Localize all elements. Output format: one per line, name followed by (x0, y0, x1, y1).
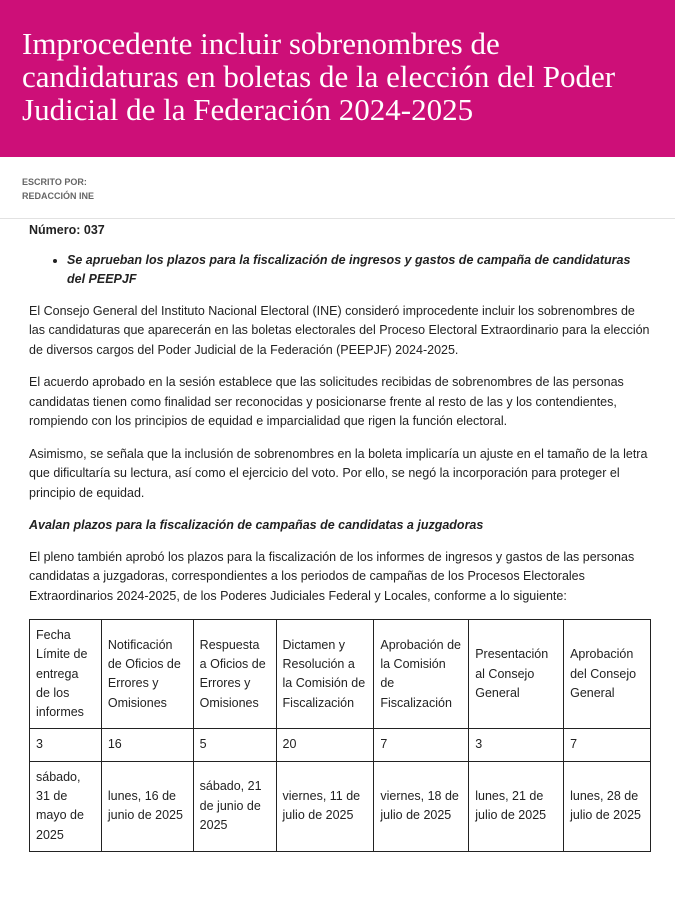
table-row-days (30, 729, 651, 761)
table-header-cell: Dictamen y Resolución a la Comisión de Fiscalización (276, 620, 374, 729)
table-header-cell: Aprobación del Consejo General (564, 620, 651, 729)
table-cell-days: 3 (469, 729, 564, 761)
table-cell-days: 5 (193, 729, 276, 761)
table-cell-date: viernes, 11 de julio de 2025 (276, 761, 374, 851)
bulletin-number: Número: 037 (29, 223, 105, 237)
article-body (0, 219, 675, 852)
fiscalization-table (29, 619, 651, 852)
table-cell-date: lunes, 21 de julio de 2025 (469, 761, 564, 851)
table-cell-days: 7 (374, 729, 469, 761)
byline-label: ESCRITO POR: (22, 177, 87, 187)
section-subheading: Avalan plazos para la fiscalización de campañas de candidatas a juzgadoras (29, 518, 484, 532)
article-title: Improcedente incluir sobrenombres de candidaturas en boletas de la elección del Poder Judicial de la Federación 2024-2025 (22, 26, 616, 127)
table-cell-days: 3 (30, 729, 102, 761)
table-header-cell: Presentación al Consejo General (469, 620, 564, 729)
table-header-cell: Notificación de Oficios de Errores y Omisiones (101, 620, 193, 729)
byline-author: REDACCIÓN INE (22, 191, 95, 201)
byline (0, 157, 675, 219)
paragraph-2: El acuerdo aprobado en la sesión establece que las solicitudes recibidas de sobrenombres de las personas candidatas tienen como finalidad ser reconocidas y posicionarse frente al resto de las y los contendientes, rompiendo con los principios de equidad e imparcialidad que rigen la función electoral. (29, 375, 624, 428)
highlight-item: • Se aprueban los plazos para la fiscalización de ingresos y gastos de campaña de candidaturas del PEEPJF (67, 251, 651, 290)
table-cell-days: 20 (276, 729, 374, 761)
paragraph-1: El Consejo General del Instituto Nacional Electoral (INE) consideró improcedente incluir los sobrenombres de las candidaturas que aparecerán en las boletas electorales del Proceso Electoral Extraordinario para la elección de diversos cargos del Poder Judicial de la Federación (PEEPJF) 2024-2025. (29, 303, 650, 357)
table-cell-date: sábado, 21 de junio de 2025 (193, 761, 276, 851)
table-cell-date: lunes, 16 de junio de 2025 (101, 761, 193, 851)
article-header (0, 0, 675, 157)
table-cell-date: lunes, 28 de julio de 2025 (564, 761, 651, 851)
table-header-row (30, 620, 651, 729)
table-cell-date: viernes, 18 de julio de 2025 (374, 761, 469, 851)
table-header-cell: Respuesta a Oficios de Errores y Omisiones (193, 620, 276, 729)
paragraph-3: Asimismo, se señala que la inclusión de sobrenombres en la boleta implicaría un ajuste en el tamaño de la letra que dificultaría su lectura, así como el ejercicio del voto. Por ello, se negó la incorporación para proteger el principio de equidad. (29, 446, 648, 500)
table-cell-days: 16 (101, 729, 193, 761)
highlights-list (29, 251, 651, 290)
table-cell-date: sábado, 31 de mayo de 2025 (30, 761, 102, 851)
table-row-dates (30, 761, 651, 851)
table-cell-days: 7 (564, 729, 651, 761)
table-header-cell: Fecha Límite de entrega de los informes (30, 620, 102, 729)
paragraph-4: El pleno también aprobó los plazos para la fiscalización de los informes de ingresos y gastos de las personas candidatas a juzgadoras, correspondientes a los periodos de campañas de los Procesos Electorales Extraordinarios 2024-2025, de los Poderes Judiciales Federal y Locales, conforme a lo siguiente: (29, 549, 635, 603)
table-header-cell: Aprobación de la Comisión de Fiscalización (374, 620, 469, 729)
